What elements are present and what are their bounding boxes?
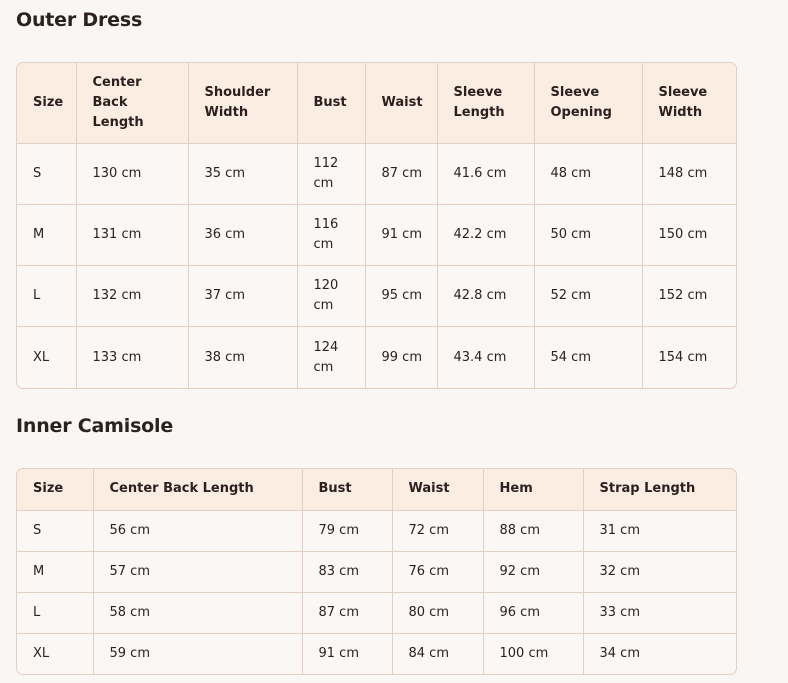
inner-header-cell: Strap Length	[583, 469, 736, 510]
table-cell: 76 cm	[392, 551, 483, 592]
table-cell: 148 cm	[642, 143, 736, 204]
table-cell: 54 cm	[534, 327, 642, 388]
table-cell: 37 cm	[188, 266, 297, 327]
table-row	[17, 633, 736, 674]
table-cell: 152 cm	[642, 266, 736, 327]
size-cell: S	[17, 143, 76, 204]
table-cell: 79 cm	[302, 510, 392, 551]
size-cell: L	[17, 592, 93, 633]
table-cell: 87 cm	[302, 592, 392, 633]
table-cell: 88 cm	[483, 510, 583, 551]
inner-header-cell: Center Back Length	[93, 469, 302, 510]
outer-header-cell: Waist	[365, 63, 437, 143]
table-row	[17, 510, 736, 551]
table-cell: 150 cm	[642, 204, 736, 265]
table-cell: 48 cm	[534, 143, 642, 204]
table-cell: 36 cm	[188, 204, 297, 265]
table-cell: 132 cm	[76, 266, 188, 327]
table-row	[17, 204, 736, 265]
table-cell: 95 cm	[365, 266, 437, 327]
size-cell: XL	[17, 327, 76, 388]
table-cell: 31 cm	[583, 510, 736, 551]
outer-header-cell: Center Back Length	[76, 63, 188, 143]
table-cell: 84 cm	[392, 633, 483, 674]
outer-header-cell: Size	[17, 63, 76, 143]
table-row	[17, 266, 736, 327]
table-cell: 91 cm	[365, 204, 437, 265]
table-cell: 34 cm	[599, 645, 640, 661]
table-row	[17, 592, 736, 633]
inner-header-cell: Hem	[483, 469, 583, 510]
table-cell: 91 cm	[302, 633, 392, 674]
table-cell: 59 cm	[93, 633, 302, 674]
table-cell: 92 cm	[483, 551, 583, 592]
outer-header-cell: Bust	[297, 63, 365, 143]
table-cell: 112 cm	[297, 143, 365, 204]
outer-header-cell: Sleeve Length	[437, 63, 534, 143]
outer-dress-title: Outer Dress	[16, 9, 143, 31]
outer-dress-size-table	[17, 63, 736, 388]
table-cell: 38 cm	[188, 327, 297, 388]
table-cell: 130 cm	[76, 143, 188, 204]
table-cell: 57 cm	[93, 551, 302, 592]
table-cell: 100 cm	[483, 633, 583, 674]
table-cell: 50 cm	[534, 204, 642, 265]
inner-header-cell: Bust	[302, 469, 392, 510]
table-cell: 43.4 cm	[437, 327, 534, 388]
outer-header-cell: Sleeve Width	[642, 63, 736, 143]
table-cell: 120 cm	[297, 266, 365, 327]
table-cell: 72 cm	[392, 510, 483, 551]
outer-dress-table-container	[16, 62, 737, 389]
size-cell: M	[17, 204, 76, 265]
table-cell: 154 cm	[658, 349, 708, 365]
table-cell: 96 cm	[483, 592, 583, 633]
table-cell: 33 cm	[583, 592, 736, 633]
table-row	[17, 551, 736, 592]
table-cell: 87 cm	[365, 143, 437, 204]
table-cell: 116 cm	[297, 204, 365, 265]
table-cell: 133 cm	[76, 327, 188, 388]
table-cell: 35 cm	[188, 143, 297, 204]
size-cell: L	[17, 266, 76, 327]
table-cell: 42.2 cm	[437, 204, 534, 265]
table-row	[17, 327, 736, 388]
inner-camisole-title: Inner Camisole	[16, 415, 174, 437]
size-cell: XL	[17, 633, 93, 674]
table-cell: 52 cm	[534, 266, 642, 327]
inner-camisole-size-table	[17, 469, 736, 674]
table-cell: 124 cm	[297, 327, 365, 388]
inner-header-cell: Waist	[392, 469, 483, 510]
table-row	[17, 143, 736, 204]
outer-header-row	[17, 63, 736, 143]
inner-camisole-table-container	[16, 468, 737, 675]
table-cell: 58 cm	[93, 592, 302, 633]
table-cell: 56 cm	[93, 510, 302, 551]
table-cell: 32 cm	[583, 551, 736, 592]
table-cell: 42.8 cm	[437, 266, 534, 327]
outer-header-cell: Sleeve Opening	[534, 63, 642, 143]
table-cell: 99 cm	[365, 327, 437, 388]
table-cell: 83 cm	[302, 551, 392, 592]
size-cell: M	[17, 551, 93, 592]
size-cell: S	[17, 510, 93, 551]
inner-header-cell: Size	[17, 469, 93, 510]
table-cell: 131 cm	[76, 204, 188, 265]
inner-header-row	[17, 469, 736, 510]
outer-header-cell: Shoulder Width	[188, 63, 297, 143]
table-cell: 41.6 cm	[437, 143, 534, 204]
table-cell: 80 cm	[392, 592, 483, 633]
